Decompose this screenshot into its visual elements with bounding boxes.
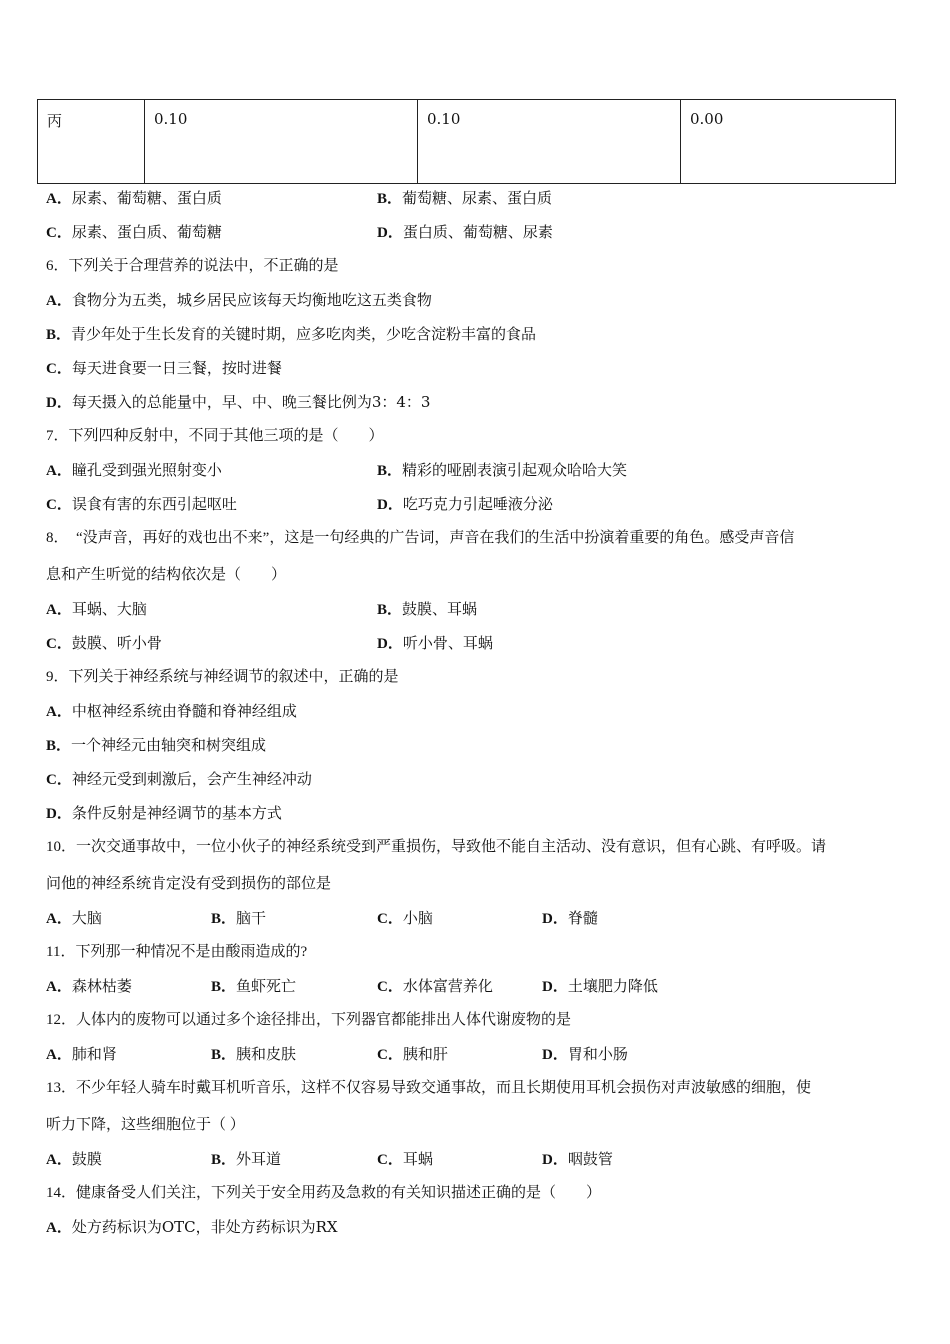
q13-stem-line1: 13．不少年轻人骑车时戴耳机听音乐，这样不仅容易导致交通事故，而且长期使用耳机会损伤对声波敏感的细胞，使: [46, 1080, 812, 1096]
table-cell: 0.00: [681, 100, 896, 184]
q9-option-b: B．一个神经元由轴突和树突组成: [46, 736, 267, 754]
q11-option-b: B．鱼虾死亡: [211, 977, 297, 995]
q6-option-c: C．每天进食要一日三餐，按时进餐: [46, 359, 282, 377]
q8-stem-line1: 8． “没声音，再好的戏也出不来”，这是一句经典的广告词，声音在我们的生活中扮演着重要的角色。感受声音信: [46, 530, 795, 546]
q13-option-a: A．鼓膜: [46, 1150, 102, 1168]
q10-stem-line1: 10．一次交通事故中，一位小伙子的神经系统受到严重损伤，导致他不能自主活动、没有意识，但有心跳、有呼吸。请: [46, 839, 827, 855]
q6-option-d: D．每天摄入的总能量中，早、中、晚三餐比例为3：4：3: [46, 393, 431, 411]
q13-stem-line2: 听力下降，这些细胞位于（ ）: [46, 1117, 245, 1133]
q9-option-a: A．中枢神经系统由脊髓和脊神经组成: [46, 702, 297, 720]
q5-option-a: A．尿素、葡萄糖、蛋白质: [46, 189, 222, 207]
q9-option-d: D．条件反射是神经调节的基本方式: [46, 804, 282, 822]
q6-option-a: A．食物分为五类，城乡居民应该每天均衡地吃这五类食物: [46, 291, 432, 309]
q7-option-a: A．瞳孔受到强光照射变小: [46, 461, 222, 479]
q8-option-b: B．鼓膜、耳蜗: [377, 600, 478, 618]
q12-option-d: D．胃和小肠: [542, 1045, 628, 1063]
q11-option-c: C．水体富营养化: [377, 977, 493, 995]
q10-stem-line2: 问他的神经系统肯定没有受到损伤的部位是: [46, 876, 332, 892]
q5-option-b: B．葡萄糖、尿素、蛋白质: [377, 189, 553, 207]
table-row: [38, 100, 896, 184]
table-cell: 0.10: [145, 100, 418, 184]
q12-option-c: C．胰和肝: [377, 1045, 448, 1063]
q12-stem: 12．人体内的废物可以通过多个途径排出，下列器官都能排出人体代谢废物的是: [46, 1012, 572, 1028]
q5-option-c: C．尿素、蛋白质、葡萄糖: [46, 223, 222, 241]
q7-stem: 7．下列四种反射中，不同于其他三项的是（ ）: [46, 428, 384, 444]
data-table: [37, 99, 896, 184]
q7-option-c: C．误食有害的东西引起呕吐: [46, 495, 237, 513]
q9-option-c: C．神经元受到刺激后，会产生神经冲动: [46, 770, 312, 788]
q8-option-d: D．听小骨、耳蜗: [377, 634, 493, 652]
q8-option-c: C．鼓膜、听小骨: [46, 634, 162, 652]
q13-option-b: B．外耳道: [211, 1150, 282, 1168]
q10-option-b: B．脑干: [211, 909, 267, 927]
q11-stem: 11．下列那一种情况不是由酸雨造成的?: [46, 944, 308, 960]
q10-option-a: A．大脑: [46, 909, 102, 927]
q5-option-d: D．蛋白质、葡萄糖、尿素: [377, 223, 553, 241]
q11-option-a: A．森林枯萎: [46, 977, 132, 995]
table-cell: 丙: [38, 100, 145, 184]
q7-option-b: B．精彩的哑剧表演引起观众哈哈大笑: [377, 461, 628, 479]
q14-option-a: A．处方药标识为OTC，非处方药标识为RX: [46, 1218, 338, 1236]
q6-option-b: B．青少年处于生长发育的关键时期，应多吃肉类，少吃含淀粉丰富的食品: [46, 325, 537, 343]
q10-option-d: D．脊髓: [542, 909, 598, 927]
q14-stem: 14．健康备受人们关注，下列关于安全用药及急救的有关知识描述正确的是（ ）: [46, 1185, 602, 1201]
q6-stem: 6．下列关于合理营养的说法中，不正确的是: [46, 258, 339, 274]
q11-option-d: D．土壤肥力降低: [542, 977, 658, 995]
q12-option-a: A．肺和肾: [46, 1045, 117, 1063]
q8-option-a: A．耳蜗、大脑: [46, 600, 147, 618]
q8-stem-line2: 息和产生听觉的结构依次是（ ）: [46, 567, 287, 583]
q7-option-d: D．吃巧克力引起唾液分泌: [377, 495, 553, 513]
q13-option-c: C．耳蜗: [377, 1150, 433, 1168]
q9-stem: 9．下列关于神经系统与神经调节的叙述中，正确的是: [46, 669, 399, 685]
table-cell: 0.10: [418, 100, 681, 184]
q13-option-d: D．咽鼓管: [542, 1150, 613, 1168]
q12-option-b: B．胰和皮肤: [211, 1045, 297, 1063]
q10-option-c: C．小脑: [377, 909, 433, 927]
